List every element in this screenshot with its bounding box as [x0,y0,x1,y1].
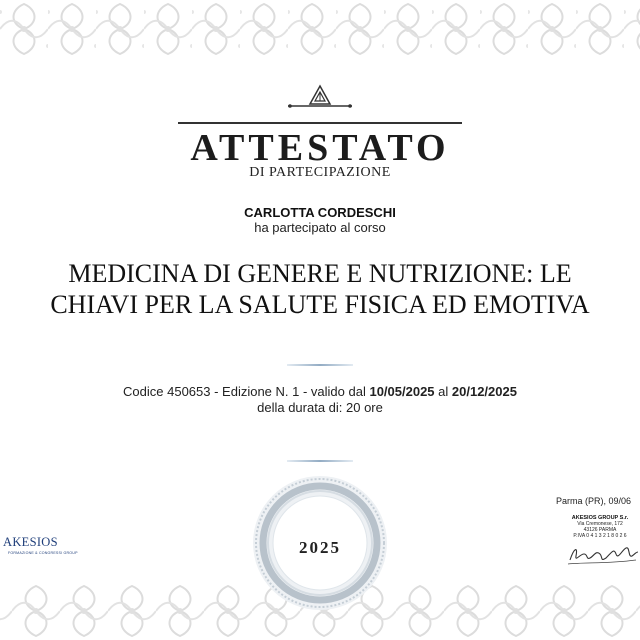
separator-line-2 [287,460,353,462]
certificate-subtitle: DI PARTECIPAZIONE [249,165,391,180]
course-duration: della durata di: 20 ore [257,400,383,415]
akesios-logo: AKESIOS [3,535,58,549]
stamp-city: 43126 PARMA [583,527,617,533]
triangle-emblem-icon [288,84,352,114]
course-details [0,384,640,399]
details-prefix: Codice 450653 - Edizione N. 1 - valido dal [123,384,370,399]
stamp-address: Via Cremonese, 172 [577,521,623,527]
details-mid: al [434,384,452,399]
participant-name: CARLOTTA CORDESCHI [244,205,396,220]
certificate-title: ATTESTATO [190,127,450,169]
participated-text: ha partecipato al corso [254,220,386,235]
akesios-logo-subtext: FORMAZIONE & CONGRESSI GROUP [8,551,78,555]
place-date: Parma (PR), 09/06 [556,496,632,506]
course-title-line-1: MEDICINA DI GENERE E NUTRIZIONE: LE [68,259,572,288]
valid-to-date: 20/12/2025 [451,384,517,399]
company-stamp [560,515,640,539]
course-title-line-2: CHIAVI PER LA SALUTE FISICA ED EMOTIVA [50,290,590,319]
title-rule [178,122,462,124]
valid-from-date: 10/05/2025 [369,384,435,399]
separator-line [287,364,353,366]
stamp-vat: P.IVA 0 4 1 3 2 1 8 0 2 6 [573,533,627,539]
course-title [0,258,640,320]
stamp-company-name: AKESIOS GROUP S.r. [571,515,629,521]
seal-year: 2025 [299,538,341,557]
signature-icon [566,540,640,568]
decorative-border-top [0,0,640,58]
